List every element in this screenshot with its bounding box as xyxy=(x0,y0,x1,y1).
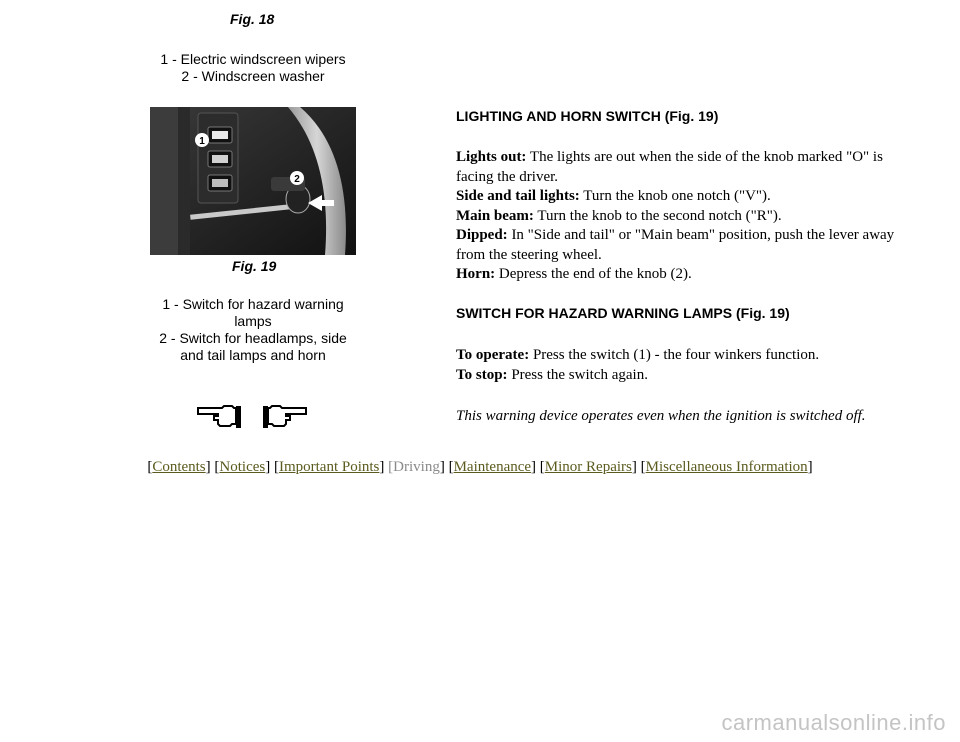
hazard-heading: SWITCH FOR HAZARD WARNING LAMPS (Fig. 19) xyxy=(456,305,790,321)
fig19-legend xyxy=(140,296,366,364)
site-watermark: carmanualsonline.info xyxy=(721,710,946,735)
fig19-legend-line: 2 - Switch for headlamps, side xyxy=(159,330,347,346)
fig18-title: Fig. 18 xyxy=(230,11,275,27)
fig19-legend-line: lamps xyxy=(234,313,272,329)
fig19-label-1: 1 xyxy=(199,136,205,147)
instruction-side-tail: Side and tail lights: Turn the knob one notch ("V"). xyxy=(456,188,771,204)
instruction-to-operate: To operate: Press the switch (1) - the four winkers function. xyxy=(456,347,820,363)
instruction-main-beam: Main beam: Turn the knob to the second notch ("R"). xyxy=(456,207,782,224)
fig19-title: Fig. 19 xyxy=(232,258,277,274)
hazard-instructions xyxy=(456,346,916,385)
nav-link-misc-information[interactable]: Miscellaneous Information xyxy=(645,459,808,475)
fig19-label-2: 2 xyxy=(294,174,300,185)
fig19-legend-line: 1 - Switch for hazard warning xyxy=(162,296,344,312)
instruction-horn: Horn: Depress the end of the knob (2). xyxy=(456,266,692,282)
hand-pointing-right-icon xyxy=(262,400,308,430)
nav-link-minor-repairs[interactable]: Minor Repairs xyxy=(544,459,632,475)
previous-page-button[interactable] xyxy=(196,400,242,430)
fig18-legend xyxy=(140,51,366,85)
hazard-note: This warning device operates even when the ignition is switched off. xyxy=(456,408,866,424)
nav-link-maintenance[interactable]: Maintenance xyxy=(453,459,532,475)
instruction-to-stop: To stop: Press the switch again. xyxy=(456,366,648,383)
fig19-dashboard-photo xyxy=(150,107,356,255)
lighting-heading: LIGHTING AND HORN SWITCH (Fig. 19) xyxy=(456,108,719,124)
nav-current-driving: Driving xyxy=(393,459,440,475)
navigation-bar: [Contents] [Notices] [Important Points] [Driving] [Maintenance] [Minor Repairs] [Miscellaneous Information] xyxy=(147,459,813,475)
fig18-legend-item: 1 - Electric windscreen wipers xyxy=(160,51,346,67)
hand-pointing-left-icon xyxy=(196,400,242,430)
instruction-lights-out: Lights out: The lights are out when the side of the knob marked "O" is facing the driver. xyxy=(456,149,883,185)
instruction-dipped: Dipped: In "Side and tail" or "Main beam" position, push the lever away from the steering wheel. xyxy=(456,227,895,263)
lighting-instructions xyxy=(456,148,916,285)
fig18-legend-item: 2 - Windscreen washer xyxy=(181,68,325,84)
fig19-legend-line: and tail lamps and horn xyxy=(180,347,326,363)
next-page-button[interactable] xyxy=(262,400,308,430)
nav-link-notices[interactable]: Notices xyxy=(219,459,266,475)
nav-link-important-points[interactable]: Important Points xyxy=(278,459,380,475)
nav-link-contents[interactable]: Contents xyxy=(152,459,206,475)
